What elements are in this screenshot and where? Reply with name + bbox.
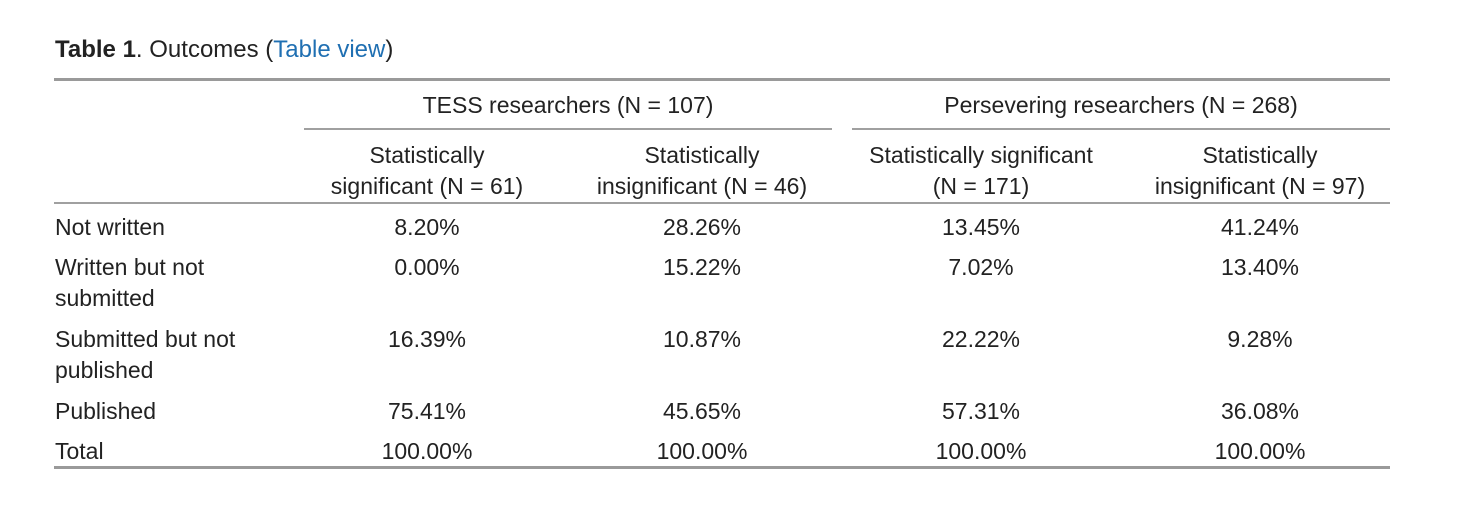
group-rule-tess — [304, 128, 832, 130]
row-label-line: Published — [55, 398, 157, 424]
row-label — [55, 396, 295, 427]
table-cell: 100.00% — [381, 438, 473, 464]
table-label: Table 1 — [55, 36, 136, 63]
table-cell: 22.22% — [941, 326, 1020, 352]
row-label — [55, 212, 295, 243]
table-cell: 57.31% — [941, 398, 1020, 424]
column-header-line: Statistically — [1202, 142, 1318, 168]
table-top-rule — [54, 78, 1390, 81]
group-rule-persevering — [852, 128, 1390, 130]
caption-close-paren: ) — [385, 36, 394, 63]
table-caption — [55, 34, 393, 66]
table-cell: 7.02% — [948, 254, 1014, 280]
table-cell: 0.00% — [394, 254, 460, 280]
column-header-line: insignificant (N = 97) — [1154, 173, 1366, 199]
table-cell: 28.26% — [662, 214, 741, 240]
table-view-link[interactable]: Table view — [273, 36, 386, 63]
row-label-line: Total — [55, 438, 104, 464]
column-header-line: Statistically significant — [869, 142, 1093, 168]
column-header-line: Statistically — [369, 142, 485, 168]
table-cell: 9.28% — [1227, 326, 1293, 352]
table-cell: 75.41% — [387, 398, 466, 424]
table-cell: 36.08% — [1220, 398, 1299, 424]
table-cell: 15.22% — [662, 254, 741, 280]
row-label — [55, 436, 295, 467]
row-label-line: Submitted but not — [55, 326, 236, 352]
column-header — [1130, 140, 1390, 202]
table-cell: 13.40% — [1220, 254, 1299, 280]
table-cell: 16.39% — [387, 326, 466, 352]
table-title: . Outcomes ( — [135, 36, 274, 63]
table-cell: 45.65% — [662, 398, 741, 424]
column-header — [852, 140, 1110, 202]
table-cell: 41.24% — [1220, 214, 1299, 240]
column-header — [572, 140, 832, 202]
header-bottom-rule — [54, 202, 1390, 204]
table-cell: 10.87% — [662, 326, 741, 352]
column-header-line: Statistically — [644, 142, 760, 168]
table-cell: 100.00% — [1214, 438, 1306, 464]
row-label-line: Not written — [55, 214, 165, 240]
table-cell: 100.00% — [656, 438, 748, 464]
table-cell: 8.20% — [394, 214, 460, 240]
row-label — [55, 252, 295, 314]
row-label-line: submitted — [55, 285, 155, 311]
table-cell: 13.45% — [941, 214, 1020, 240]
table-cell: 100.00% — [935, 438, 1027, 464]
row-label-line: published — [55, 357, 154, 383]
column-header-line: insignificant (N = 46) — [596, 173, 808, 199]
column-header — [304, 140, 550, 202]
group-header-tess: TESS researchers (N = 107) — [422, 92, 714, 118]
row-label-line: Written but not — [55, 254, 205, 280]
column-header-line: significant (N = 61) — [330, 173, 524, 199]
row-label — [55, 324, 295, 386]
column-header-line: (N = 171) — [932, 173, 1030, 199]
group-header-persevering: Persevering researchers (N = 268) — [944, 92, 1298, 118]
